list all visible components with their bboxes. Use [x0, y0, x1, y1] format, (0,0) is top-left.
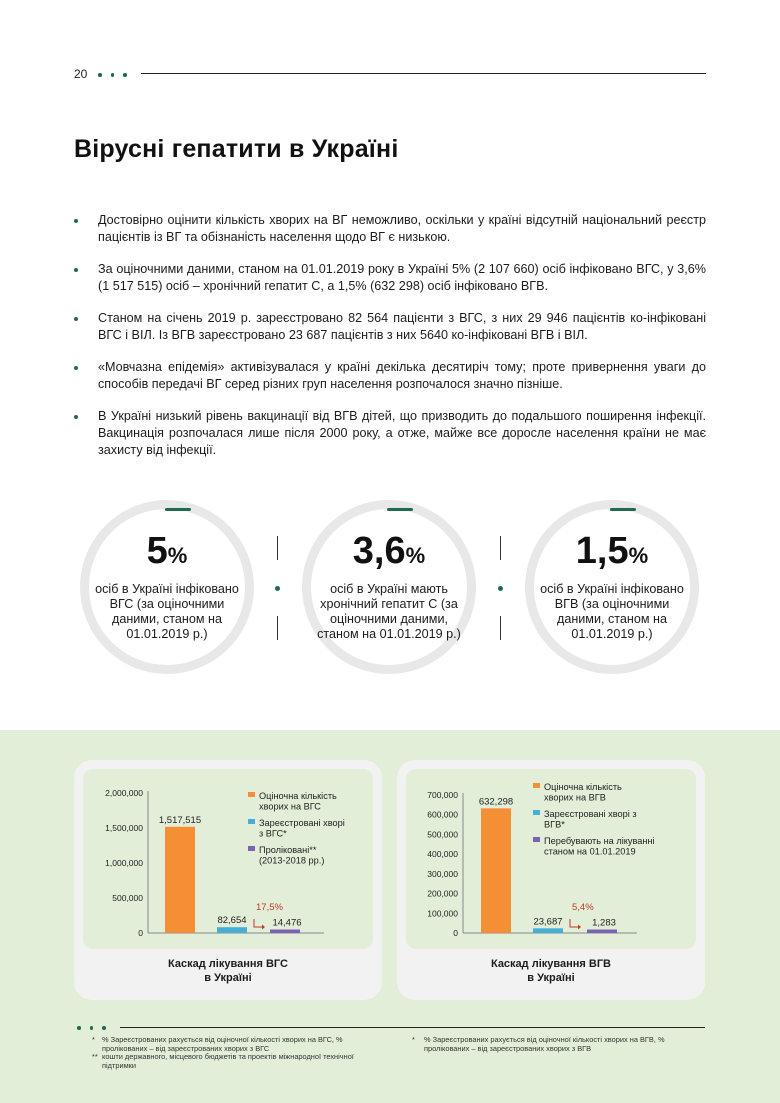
- annotation-percent: 17,5%: [256, 902, 283, 913]
- footnote: * % Зареєстрованих рахується від оціночної кількості хворих на ВГВ, % пролікованих – від зареєстрованих хворих з ВГВ: [412, 1035, 665, 1053]
- header-rule: [141, 73, 706, 74]
- annotation-arrow: [570, 919, 578, 927]
- y-tick-label: 0: [453, 928, 458, 938]
- stat-description: осіб в Україні мають хронічний гепатит С (за оціночними даними, станом на 01.01.2019 р.): [317, 582, 461, 641]
- circle-accent-arc: [610, 508, 636, 511]
- annotation-arrow: [254, 919, 262, 927]
- legend-swatch: [248, 819, 255, 824]
- data-label: 23,687: [533, 916, 563, 928]
- stat-separator: [491, 536, 511, 640]
- y-tick-label: 2,000,000: [105, 788, 143, 798]
- stat-circle-hbv-infected: [525, 500, 699, 674]
- data-label: 82,654: [217, 915, 247, 927]
- y-tick-label: 200,000: [427, 888, 458, 899]
- chart-card-hbv: [397, 760, 705, 1000]
- bullet-list: [74, 212, 706, 474]
- page-title: Вірусні гепатити в Україні: [74, 135, 399, 163]
- stat-value: 3,6%: [352, 530, 426, 572]
- stat-circle-chronic-hepatitis-c: [302, 500, 476, 674]
- annotation-arrowhead: [262, 925, 265, 930]
- legend-label: Оціночна кількість: [259, 791, 337, 801]
- legend-label: станом на 01.01.2019: [544, 846, 636, 857]
- legend-swatch: [533, 810, 540, 815]
- legend-swatch: [248, 846, 255, 851]
- data-label: 632,298: [478, 796, 514, 808]
- bullet-text: В Україні низький рівень вакцинації від ВГВ дітей, що призводить до подальшого поширення інфекції. Вакцинація розпочалася лише після 2000 року, а отже, майже все доросле населення країни не має захисту від інфекції.: [98, 409, 706, 457]
- legend-label: з ВГС*: [259, 828, 287, 839]
- chart-hcv-cascade: [74, 760, 382, 960]
- bullet-dot-icon: [74, 317, 78, 321]
- legend-label: Проліковані**: [259, 845, 317, 855]
- legend-label: (2013-2018 рр.): [259, 855, 325, 866]
- footnote: * % Зареєстрованих рахується від оціночної кількості хворих на ВГС, % пролікованих – від зареєстрованих хворих з ВГС: [92, 1035, 343, 1053]
- bullet-dot-icon: [74, 415, 78, 419]
- legend-swatch: [248, 792, 255, 797]
- legend-label: хворих на ВГВ: [544, 792, 606, 803]
- header-dots: [98, 73, 127, 77]
- y-tick-label: 400,000: [427, 849, 458, 860]
- y-tick-label: 300,000: [427, 868, 458, 879]
- y-tick-label: 0: [138, 928, 143, 938]
- stat-description: осіб в Україні інфіковано ВГС (за оціночними даними, станом на 01.01.2019 р.): [95, 582, 239, 641]
- chart-hbv-cascade: [397, 760, 705, 960]
- stat-value: 5%: [146, 530, 188, 572]
- stat-circle-hcv-infected: [80, 500, 254, 674]
- legend-swatch: [533, 783, 540, 788]
- legend-label: Оціночна кількість: [544, 782, 622, 792]
- y-tick-label: 500,000: [112, 893, 143, 903]
- legend-swatch: [533, 837, 540, 842]
- bullet-dot-icon: [74, 268, 78, 272]
- stat-description: осіб в Україні інфіковано ВГВ (за оціночними даними, станом на 01.01.2019 р.): [540, 582, 684, 641]
- bullet-text: «Мовчазна епідемія» активізувалася у країні декілька десятиріч тому; проте привернення уваги до способів передачі ВГ серед різних груп населення розпочалося значно пізніше.: [98, 360, 706, 391]
- y-tick-label: 500,000: [427, 829, 458, 840]
- y-tick-label: 600,000: [427, 809, 458, 820]
- bullet-text: За оціночними даними, станом на 01.01.2019 року в Україні 5% (2 107 660) осіб інфіковано ВГС, у 3,6% (1 517 515) осіб – хронічний гепатит С, а 1,5% (632 298) осіб інфіковано ВГВ.: [98, 262, 706, 293]
- bar: [533, 928, 563, 933]
- y-tick-label: 700,000: [427, 790, 458, 800]
- bullet-item: [74, 310, 706, 344]
- stat-value: 1,5%: [575, 530, 649, 572]
- legend-label: Зареєстровані хворі: [259, 818, 345, 828]
- bar: [165, 827, 195, 933]
- bar: [270, 930, 300, 934]
- chart-caption: Каскад лікування ВГС в Україні: [168, 958, 288, 984]
- bullet-item: [74, 408, 706, 459]
- page-number: 20: [74, 67, 88, 81]
- bullet-item: [74, 261, 706, 295]
- bar: [587, 930, 617, 934]
- data-label: 14,476: [272, 917, 302, 929]
- circle-accent-arc: [387, 508, 413, 511]
- bullet-item: [74, 359, 706, 393]
- footer-rule: [120, 1027, 705, 1028]
- data-label: 1,283: [592, 917, 616, 929]
- legend-label: Перебувають на лікуванні: [544, 836, 655, 846]
- legend-label: хворих на ВГС: [259, 801, 321, 812]
- y-tick-label: 100,000: [427, 908, 458, 919]
- stat-separator: [268, 536, 288, 640]
- circle-accent-arc: [165, 508, 191, 511]
- chart-caption: Каскад лікування ВГВ в Україні: [490, 958, 612, 984]
- bullet-dot-icon: [74, 219, 78, 223]
- bullet-dot-icon: [74, 366, 78, 370]
- chart-card-hcv: [74, 760, 382, 1000]
- bullet-item: [74, 212, 706, 246]
- footnote: ** кошти державного, місцевого бюджетів та проектів міжнародної технічної підтримки: [92, 1052, 354, 1070]
- annotation-arrowhead: [578, 925, 581, 930]
- y-tick-label: 1,500,000: [105, 823, 143, 833]
- legend-label: Зареєстровані хворі з: [544, 809, 637, 819]
- bullet-text: Достовірно оцінити кількість хворих на ВГ неможливо, оскільки у країні відсутній національний реєстр пацієнтів із ВГ та обізнаність населення щодо ВГ є низькою.: [98, 213, 706, 244]
- annotation-percent: 5,4%: [572, 902, 594, 913]
- bullet-text: Станом на січень 2019 р. зареєстровано 82 564 пацієнти з ВГС, з них 29 946 пацієнтів ко-інфіковані ВГС і ВІЛ. Із ВГВ зареєстровано 23 687 пацієнтів з них 5640 ко-інфіковані ВГВ і ВІЛ.: [98, 311, 706, 342]
- legend-label: ВГВ*: [544, 819, 565, 830]
- footer-dots: [77, 1026, 106, 1030]
- y-tick-label: 1,000,000: [105, 858, 143, 868]
- bar: [481, 808, 511, 933]
- bar: [217, 927, 247, 933]
- data-label: 1,517,515: [158, 814, 202, 826]
